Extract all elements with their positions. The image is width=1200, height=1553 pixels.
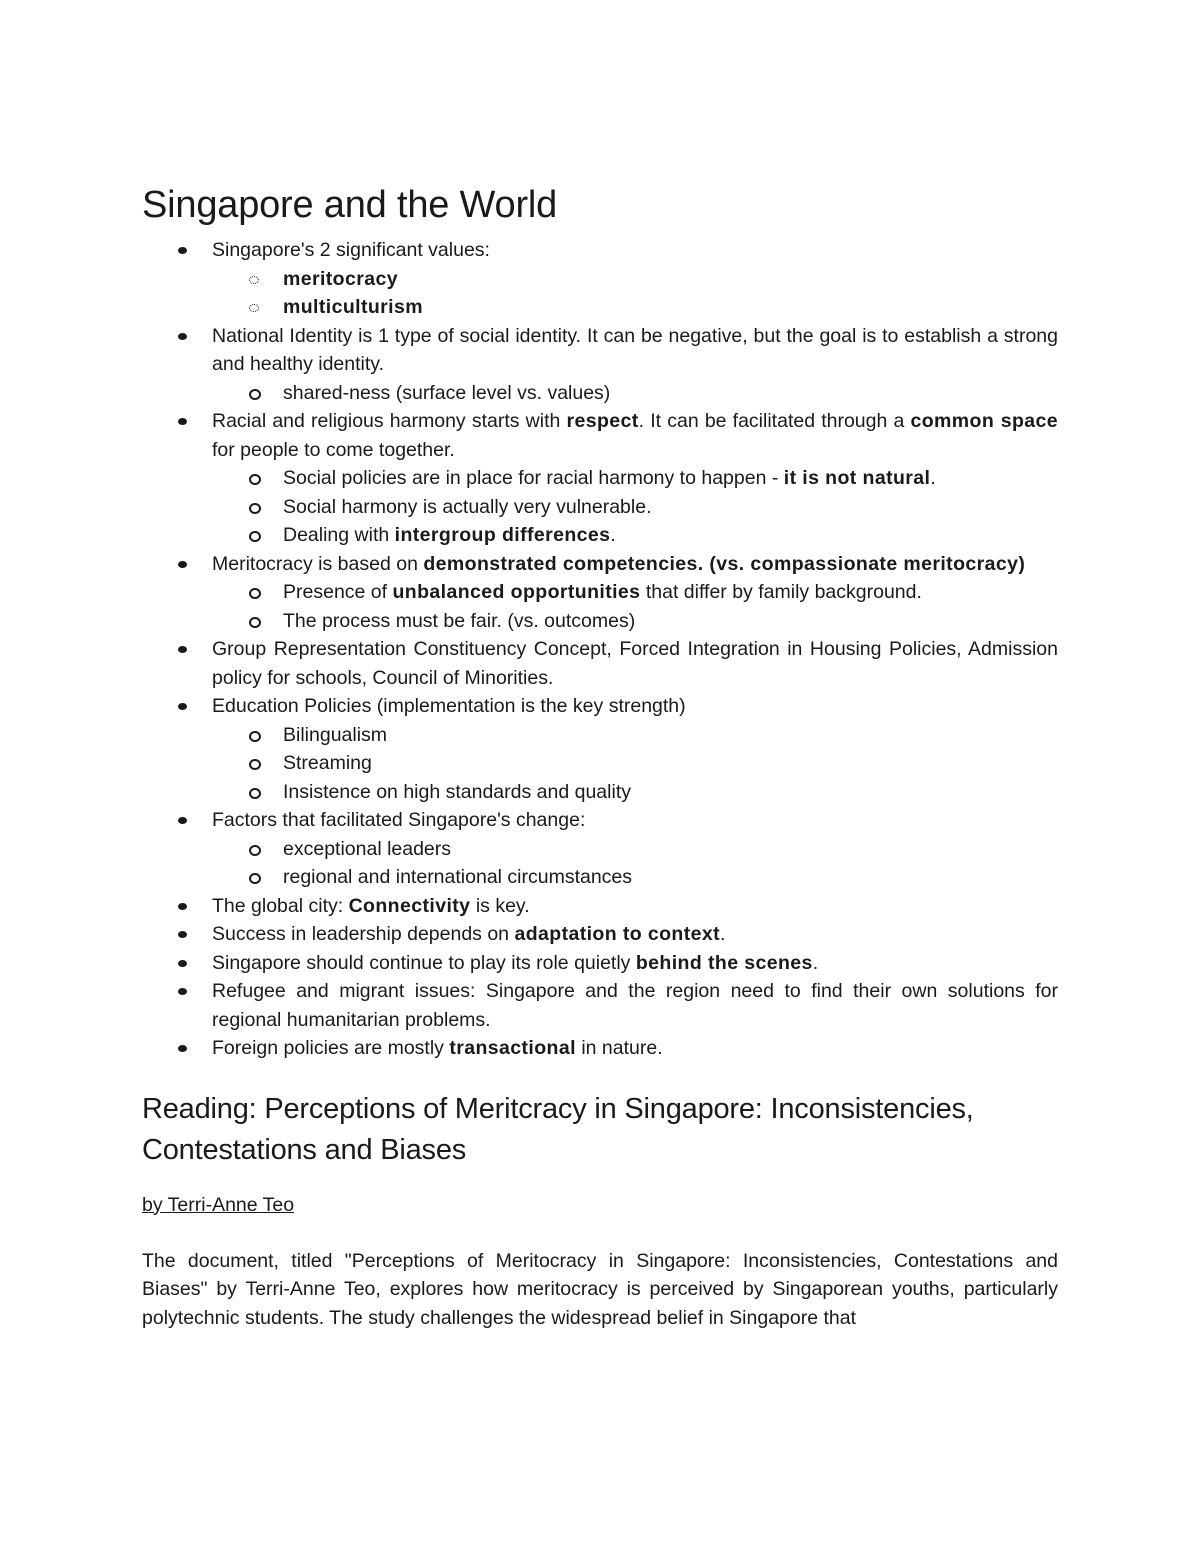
bullet-list — [142, 236, 1058, 1063]
bold-term: adaptation to context — [514, 923, 721, 945]
list-item-text — [212, 550, 1058, 579]
list-item — [142, 806, 1058, 892]
sub-list-item — [212, 265, 1058, 294]
list-item — [142, 550, 1058, 636]
sub-list — [212, 721, 1058, 807]
sub-list-item — [212, 721, 1058, 750]
hollow-bullet-icon — [249, 503, 261, 514]
filled-bullet-icon — [178, 561, 187, 568]
text-run: in nature. — [575, 1037, 663, 1059]
hollow-bullet-icon — [249, 389, 261, 400]
text-run: exceptional leaders — [283, 837, 452, 860]
text-run: is key. — [470, 894, 530, 917]
hollow-bullet-icon — [249, 873, 261, 884]
sub-list-item — [212, 835, 1058, 864]
reading-title: Reading: Perceptions of Meritcracy in Singapore: Inconsistencies, Contestations and Biases — [142, 1092, 974, 1166]
list-item-text — [212, 322, 1058, 379]
list-item — [142, 236, 1058, 322]
sub-list-item-text — [283, 778, 1058, 807]
document-content — [142, 182, 1058, 1332]
filled-bullet-icon — [178, 903, 187, 910]
sub-list-item — [212, 778, 1058, 807]
text-run: Factors that facilitated Singapore's change: — [212, 809, 586, 831]
author-byline[interactable]: by Terri-Anne Teo — [142, 1193, 295, 1216]
text-run: that differ by family background. — [640, 581, 922, 603]
list-item-text — [212, 236, 1058, 265]
list-item — [142, 635, 1058, 692]
filled-bullet-icon — [178, 247, 187, 254]
list-item-text — [212, 407, 1058, 464]
filled-bullet-icon — [178, 418, 187, 425]
text-run: Bilingualism — [283, 723, 388, 746]
text-run: Singapore's 2 significant values: — [212, 239, 490, 261]
text-run: The global city: — [212, 894, 349, 917]
sub-list-item-text — [283, 607, 1058, 636]
sub-list-item — [212, 293, 1058, 322]
text-run: The process must be fair. (vs. outcomes) — [283, 609, 636, 632]
sub-list-item — [212, 379, 1058, 408]
text-run: Education Policies (implementation is the key strength) — [212, 695, 686, 717]
text-run: Racial and religious harmony starts with — [212, 410, 567, 432]
sub-list — [212, 379, 1058, 408]
bold-term: it is not natural — [783, 467, 931, 489]
bold-term: demonstrated competencies. (vs. compassionate meritocracy) — [423, 552, 1026, 575]
list-item-text — [212, 949, 1058, 978]
text-run: Singapore should continue to play its role quietly — [212, 951, 636, 974]
sub-list-item-text — [283, 293, 1058, 322]
dotted-bullet-icon — [249, 276, 259, 284]
list-item-text — [212, 892, 1058, 921]
sub-list-item-text — [283, 578, 1058, 607]
sub-list-item — [212, 493, 1058, 522]
sub-list-item-text — [283, 379, 1058, 408]
text-run: regional and international circumstances — [283, 866, 633, 888]
sub-list-item — [212, 607, 1058, 636]
list-item-text — [212, 635, 1058, 692]
text-run: shared-ness (surface level vs. values) — [283, 381, 611, 404]
list-item — [142, 407, 1058, 550]
filled-bullet-icon — [178, 703, 187, 710]
text-run: Streaming — [283, 752, 372, 774]
sub-list-item-text — [283, 749, 1058, 778]
filled-bullet-icon — [178, 1045, 187, 1052]
bold-term: common space — [910, 410, 1059, 432]
hollow-bullet-icon — [249, 531, 261, 542]
bold-term: respect — [566, 410, 639, 432]
sub-list-item-text — [283, 265, 1058, 294]
list-item — [142, 892, 1058, 921]
sub-list-item-text — [283, 835, 1058, 864]
sub-list — [212, 835, 1058, 892]
text-run: Meritocracy is based on — [212, 552, 424, 575]
hollow-bullet-icon — [249, 617, 261, 628]
hollow-bullet-icon — [249, 788, 261, 799]
filled-bullet-icon — [178, 817, 187, 824]
list-item — [142, 1034, 1058, 1063]
sub-list — [212, 578, 1058, 635]
list-item — [142, 692, 1058, 806]
list-item — [142, 977, 1058, 1034]
bold-term: meritocracy — [283, 267, 398, 290]
hollow-bullet-icon — [249, 845, 261, 856]
document-title: Singapore and the World — [142, 184, 558, 226]
text-run: Success in leadership depends on — [212, 923, 515, 945]
text-run: Group Representation Constituency Concept, Forced Integration in Housing Policies, Admission policy for schools, Council of Minorities. — [212, 638, 1058, 689]
sub-list — [212, 464, 1058, 550]
text-run: for people to come together. — [212, 438, 455, 461]
text-run: Presence of — [283, 581, 393, 603]
hollow-bullet-icon — [249, 731, 261, 742]
filled-bullet-icon — [178, 333, 187, 340]
sub-list-item-text — [283, 464, 1058, 493]
text-run: . — [610, 524, 616, 546]
text-run: Foreign policies are mostly — [212, 1037, 450, 1059]
hollow-bullet-icon — [249, 759, 261, 770]
sub-list-item — [212, 464, 1058, 493]
text-run: . It can be facilitated through a — [638, 410, 911, 432]
filled-bullet-icon — [178, 988, 187, 995]
bold-term: behind the scenes — [635, 951, 813, 974]
list-item-text — [212, 806, 1058, 835]
text-run: National Identity is 1 type of social identity. It can be negative, but the goal is to establish a strong and healthy identity. — [212, 324, 1058, 375]
text-run: Social policies are in place for racial harmony to happen - — [283, 467, 784, 489]
text-run: Social harmony is actually very vulnerable. — [283, 495, 652, 518]
sub-list-item-text — [283, 493, 1058, 522]
list-item — [142, 322, 1058, 408]
bold-term: intergroup differences — [394, 524, 611, 546]
text-run: . — [930, 467, 936, 489]
list-item-text — [212, 1034, 1058, 1063]
text-run: Dealing with — [283, 524, 395, 546]
bold-term: Connectivity — [348, 894, 471, 917]
sub-list — [212, 265, 1058, 322]
bold-term: unbalanced opportunities — [392, 581, 641, 603]
sub-list-item — [212, 749, 1058, 778]
list-item-text — [212, 920, 1058, 949]
hollow-bullet-icon — [249, 474, 261, 485]
summary-paragraph: The document, titled "Perceptions of Meritocracy in Singapore: Inconsistencies, Contestations and Biases" by Terri-Anne Teo, explores how meritocracy is perceived by Singaporean youths, particularly polytechnic students. The study challenges the widespread belief in Singapore that — [142, 1249, 1058, 1329]
sub-list-item — [212, 863, 1058, 892]
text-run: Refugee and migrant issues: Singapore and the region need to find their own solutions for regional humanitarian problems. — [212, 980, 1058, 1031]
list-item-text — [212, 692, 1058, 721]
list-item — [142, 949, 1058, 978]
sub-list-item-text — [283, 863, 1058, 892]
list-item-text — [212, 977, 1058, 1034]
filled-bullet-icon — [178, 931, 187, 938]
hollow-bullet-icon — [249, 588, 261, 599]
filled-bullet-icon — [178, 960, 187, 967]
bold-term: multiculturism — [283, 296, 423, 318]
sub-list-item — [212, 521, 1058, 550]
dotted-bullet-icon — [249, 304, 259, 312]
sub-list-item-text — [283, 521, 1058, 550]
bold-term: transactional — [449, 1037, 576, 1059]
sub-list-item-text — [283, 721, 1058, 750]
sub-list-item — [212, 578, 1058, 607]
text-run: . — [720, 923, 726, 945]
text-run: . — [812, 951, 819, 974]
filled-bullet-icon — [178, 646, 187, 653]
list-item — [142, 920, 1058, 949]
text-run: Insistence on high standards and quality — [283, 780, 631, 803]
